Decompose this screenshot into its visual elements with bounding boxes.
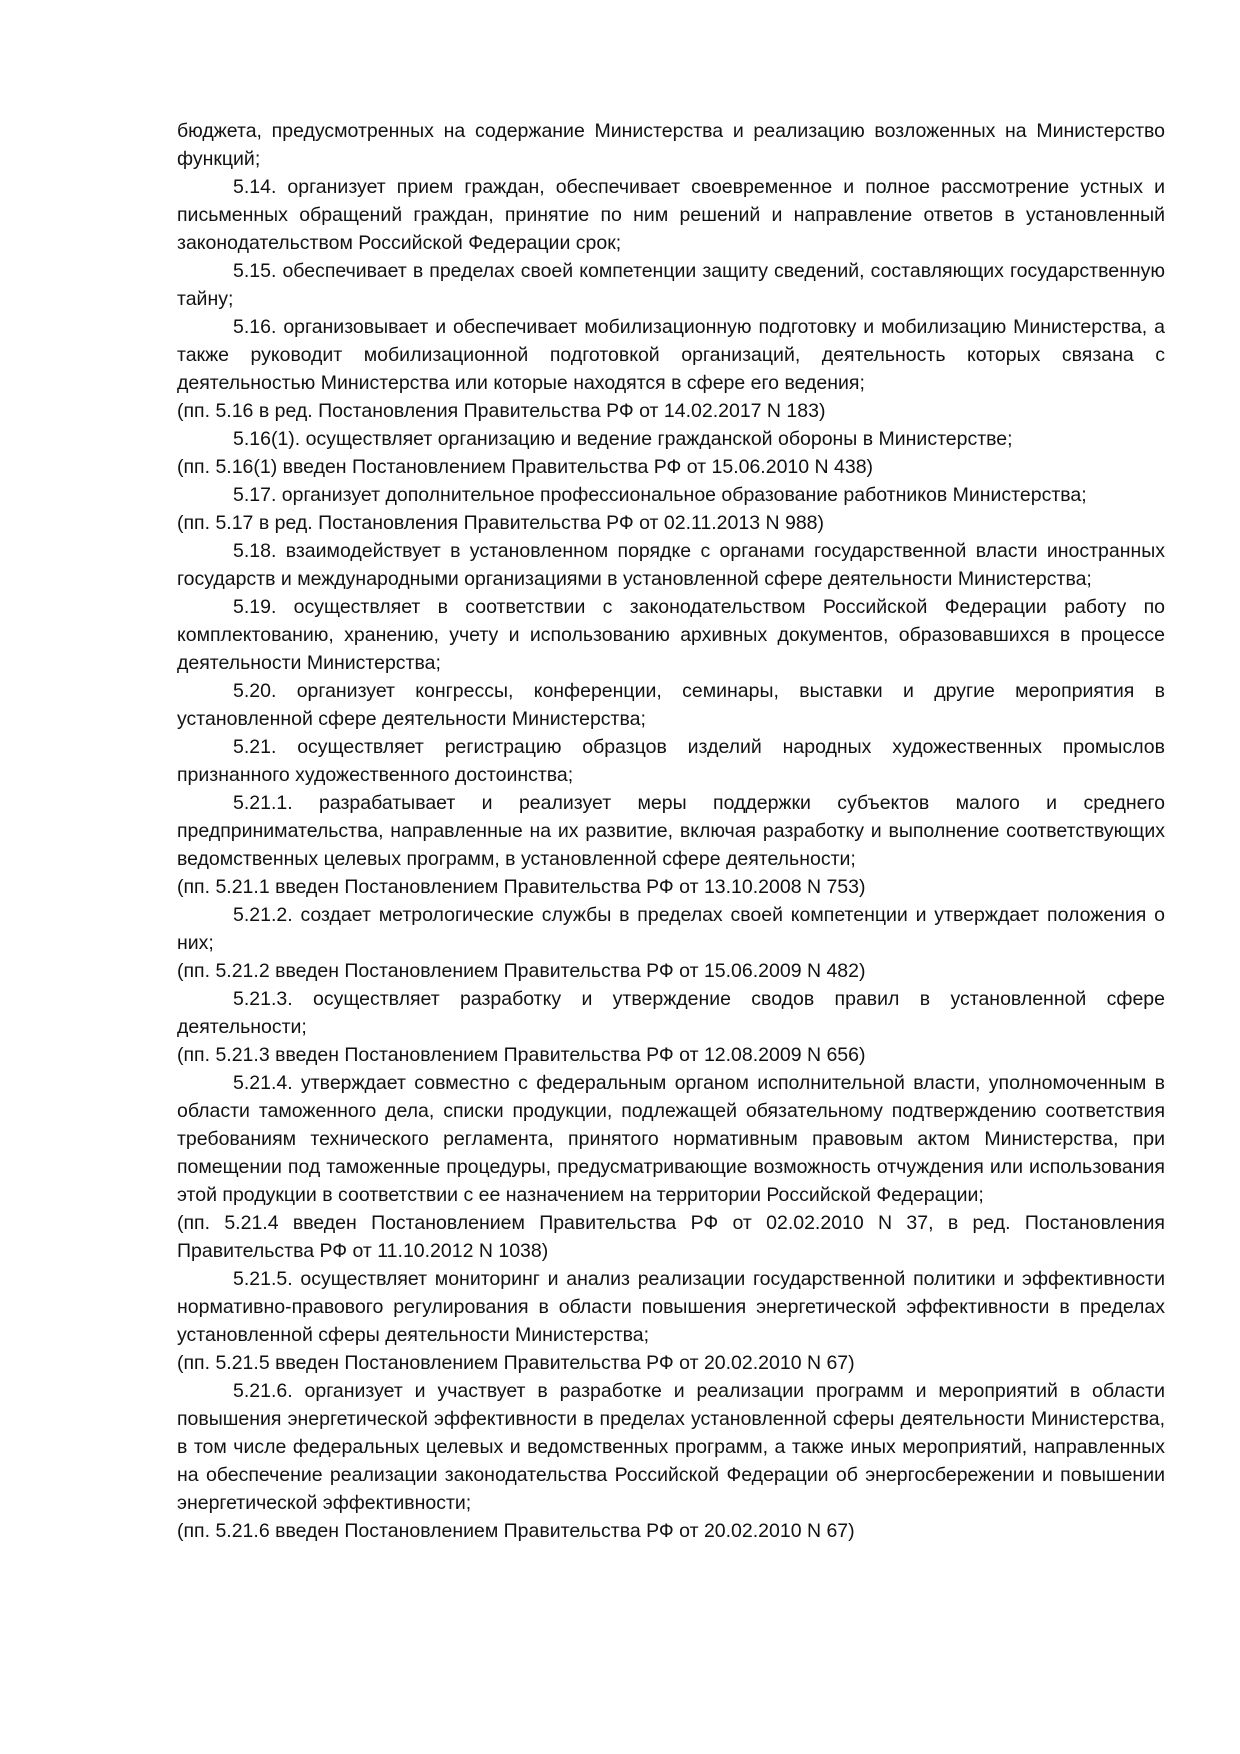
paragraph-5-21-1: 5.21.1. разрабатывает и реализует меры поддержки субъектов малого и среднего предпринимательства, направленные на их развитие, включая разработку и выполнение соответствующих ведомственных целевых программ, в установленной сфере деятельности; [177,792,1165,870]
amendment-note-5-21-1: (пп. 5.21.1 введен Постановлением Правительства РФ от 13.10.2008 N 753) [177,876,866,898]
paragraph-5-15: 5.15. обеспечивает в пределах своей компетенции защиту сведений, составляющих государственную тайну; [177,260,1165,310]
amendment-note-5-17: (пп. 5.17 в ред. Постановления Правительства РФ от 02.11.2013 N 988) [177,512,825,534]
paragraph-5-18: 5.18. взаимодействует в установленном порядке с органами государственной власти иностранных государств и международными организациями в установленной сфере деятельности Министерства; [177,540,1165,590]
amendment-note-5-16-1: (пп. 5.16(1) введен Постановлением Правительства РФ от 15.06.2010 N 438) [177,456,874,478]
amendment-note-5-16: (пп. 5.16 в ред. Постановления Правительства РФ от 14.02.2017 N 183) [177,400,826,422]
paragraph-5-21-4: 5.21.4. утверждает совместно с федеральным органом исполнительной власти, уполномоченным в области таможенного дела, списки продукции, подлежащей обязательному подтверждению соответствия требованиям технического регламента, принятого нормативным правовым актом Министерства, при помещении под таможенные процедуры, предусматривающие возможность отчуждения или использования этой продукции в соответствии с ее назначением на территории Российской Федерации; [177,1072,1165,1206]
paragraph-5-21-5: 5.21.5. осуществляет мониторинг и анализ реализации государственной политики и эффективности нормативно-правового регулирования в области повышения энергетической эффективности в пределах установленной сферы деятельности Министерства; [177,1268,1165,1346]
paragraph-budget-continuation: бюджета, предусмотренных на содержание Министерства и реализацию возложенных на Министерство функций; [177,120,1165,170]
paragraph-5-21: 5.21. осуществляет регистрацию образцов изделий народных художественных промыслов признанного художественного достоинства; [177,736,1165,786]
amendment-note-5-21-4: (пп. 5.21.4 введен Постановлением Правительства РФ от 02.02.2010 N 37, в ред. Постановления Правительства РФ от 11.10.2012 N 1038) [177,1212,1165,1262]
paragraph-5-16-1: 5.16(1). осуществляет организацию и ведение гражданской обороны в Министерстве; [233,428,1013,450]
paragraph-5-16: 5.16. организовывает и обеспечивает мобилизационную подготовку и мобилизацию Министерства, а также руководит мобилизационной подготовкой организаций, деятельность которых связана с деятельностью Министерства или которые находятся в сфере его ведения; [177,316,1165,394]
amendment-note-5-21-6: (пп. 5.21.6 введен Постановлением Правительства РФ от 20.02.2010 N 67) [177,1520,855,1542]
paragraph-5-17: 5.17. организует дополнительное профессиональное образование работников Министерства; [233,484,1087,506]
paragraph-5-21-3: 5.21.3. осуществляет разработку и утверждение сводов правил в установленной сфере деятельности; [177,988,1165,1038]
amendment-note-5-21-3: (пп. 5.21.3 введен Постановлением Правительства РФ от 12.08.2009 N 656) [177,1044,866,1066]
amendment-note-5-21-2: (пп. 5.21.2 введен Постановлением Правительства РФ от 15.06.2009 N 482) [177,960,866,982]
amendment-note-5-21-5: (пп. 5.21.5 введен Постановлением Правительства РФ от 20.02.2010 N 67) [177,1352,855,1374]
paragraph-5-19: 5.19. осуществляет в соответствии с законодательством Российской Федерации работу по комплектованию, хранению, учету и использованию архивных документов, образовавшихся в процессе деятельности Министерства; [177,596,1165,674]
paragraph-5-21-2: 5.21.2. создает метрологические службы в пределах своей компетенции и утверждает положения о них; [177,904,1165,954]
paragraph-5-21-6: 5.21.6. организует и участвует в разработке и реализации программ и мероприятий в области повышения энергетической эффективности в пределах установленной сферы деятельности Министерства, в том числе федеральных целевых и ведомственных программ, а также иных мероприятий, направленных на обеспечение реализации законодательства Российской Федерации об энергосбережении и повышении энергетической эффективности; [177,1380,1165,1514]
paragraph-5-20: 5.20. организует конгрессы, конференции, семинары, выставки и другие мероприятия в установленной сфере деятельности Министерства; [177,680,1165,730]
paragraph-5-14: 5.14. организует прием граждан, обеспечивает своевременное и полное рассмотрение устных и письменных обращений граждан, принятие по ним решений и направление ответов в установленный законодательством Российской Федерации срок; [177,176,1165,254]
document-page [177,117,1165,1545]
